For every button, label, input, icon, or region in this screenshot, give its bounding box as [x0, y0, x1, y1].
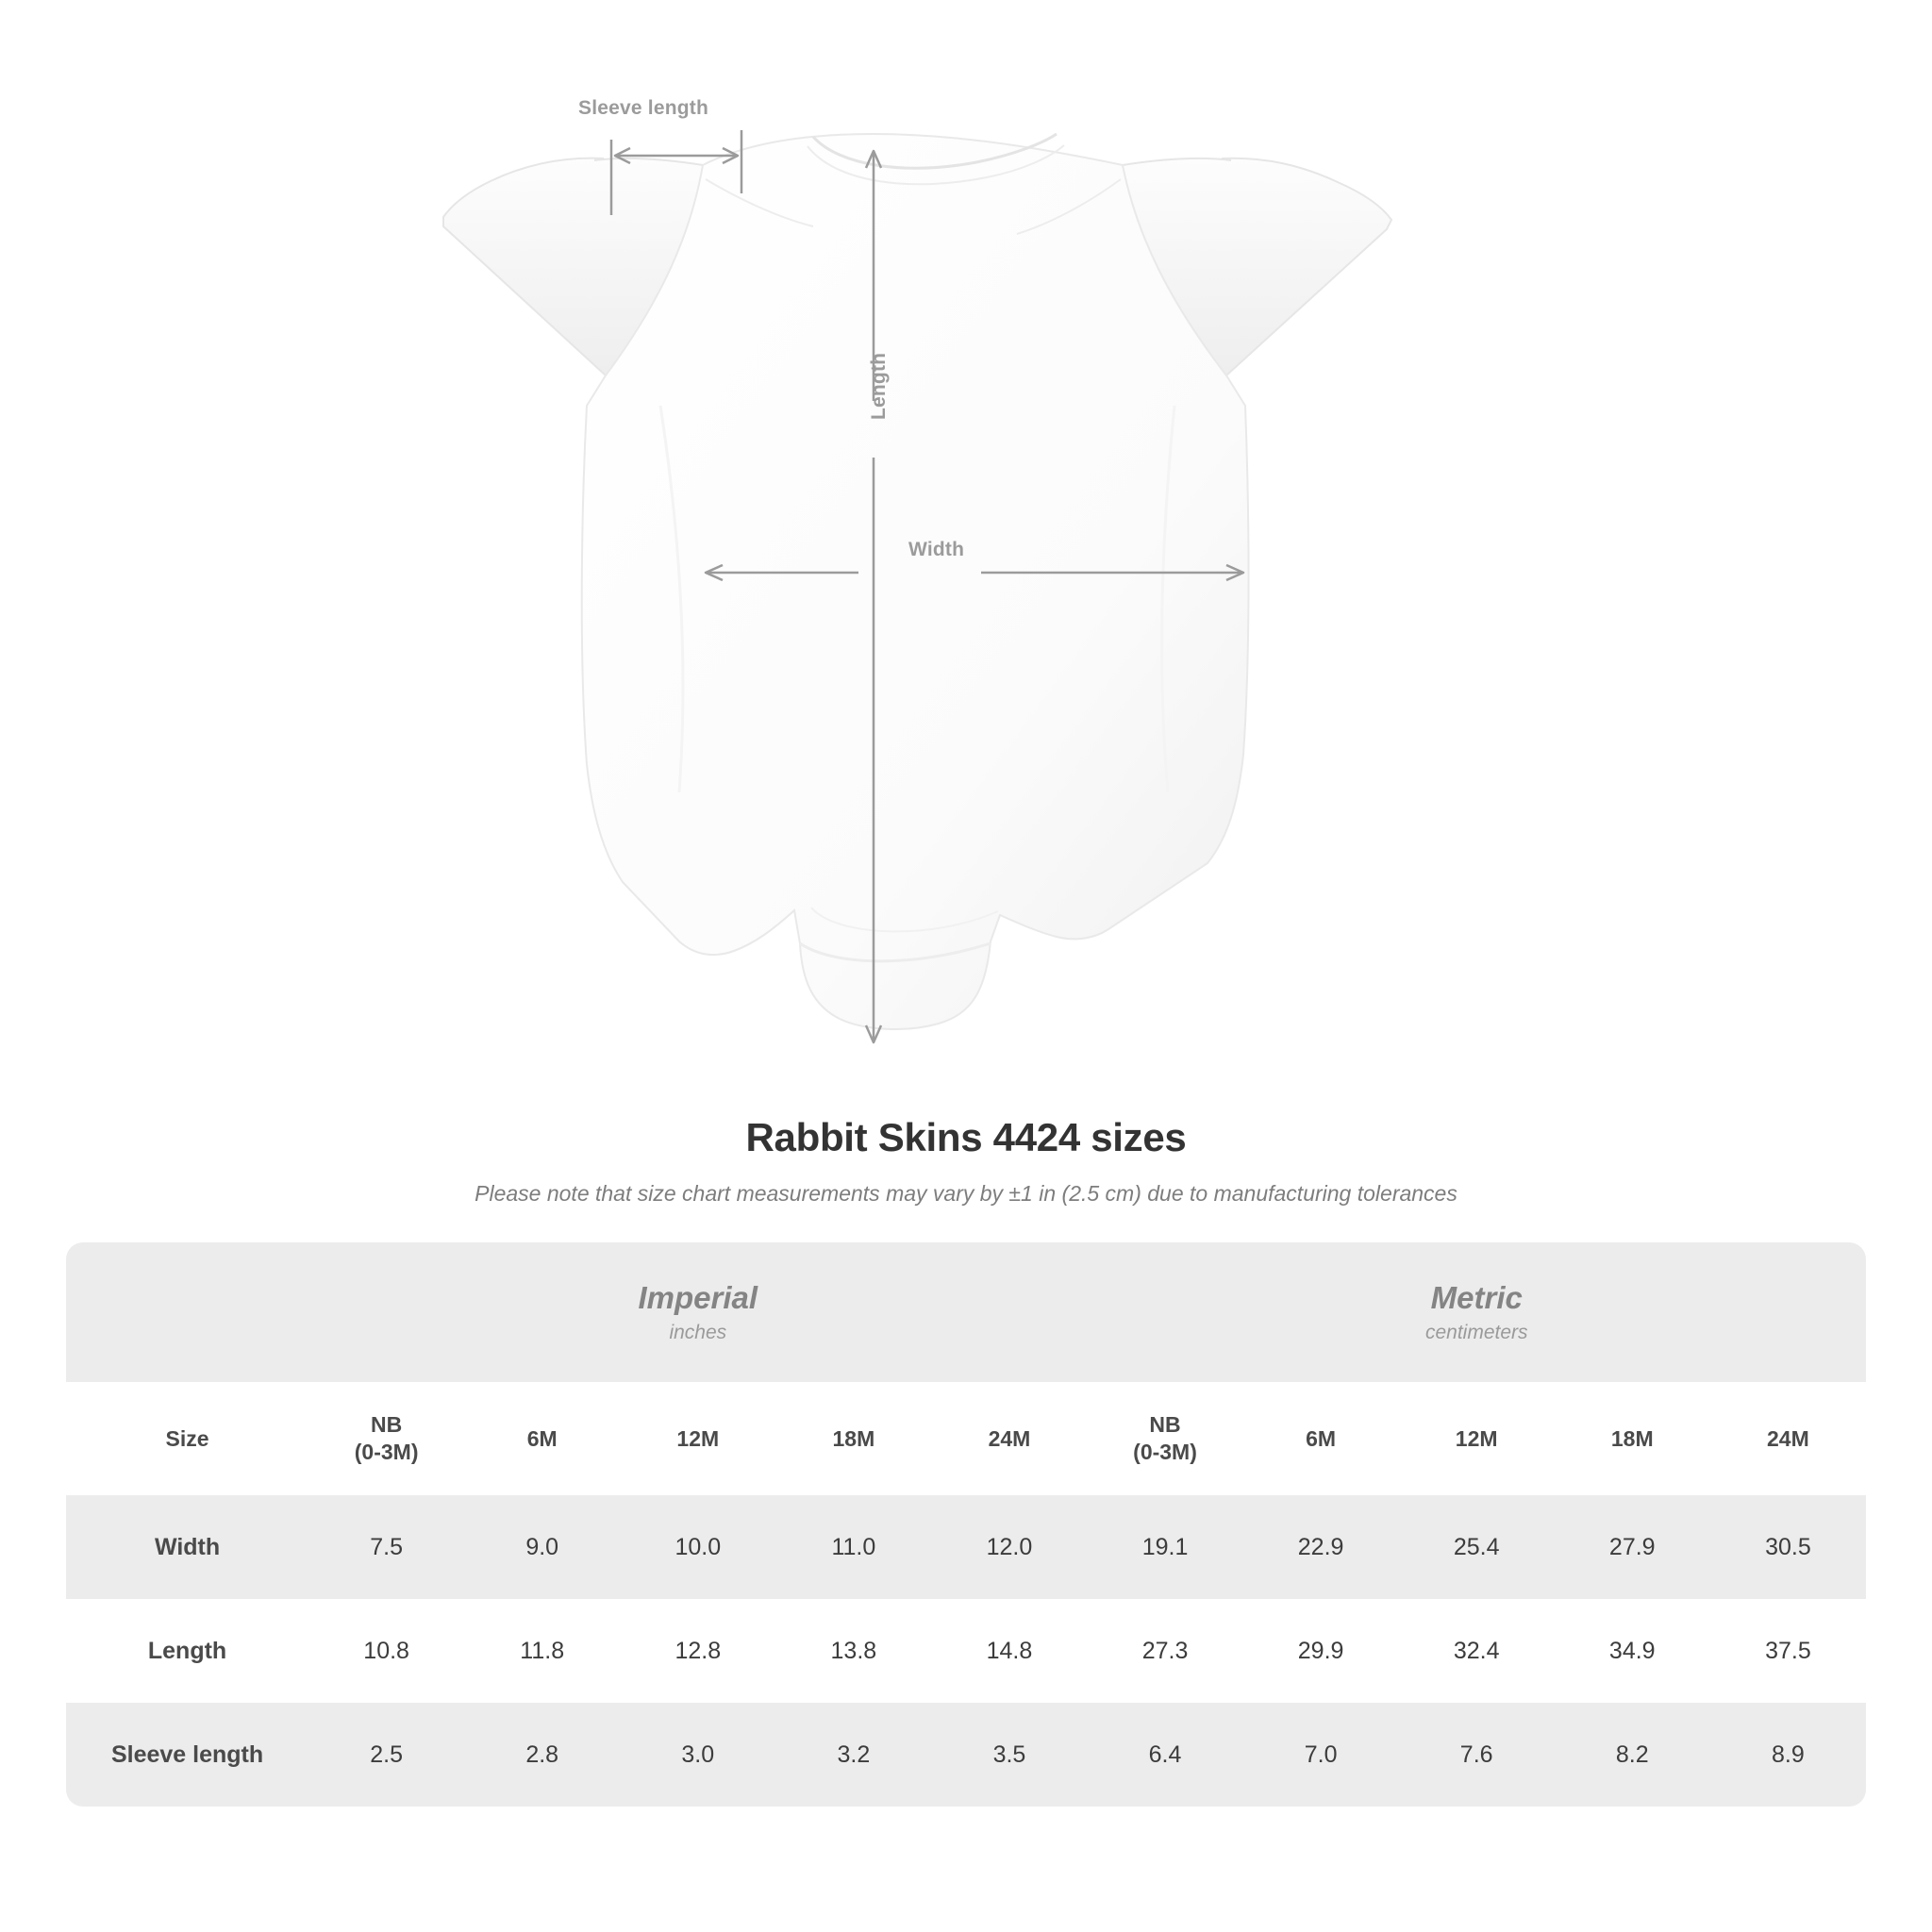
table-row: [66, 1599, 1866, 1703]
header-col-7: [1399, 1382, 1555, 1495]
cell-length-9: 37.5: [1710, 1599, 1866, 1703]
header-size: Size: [66, 1382, 308, 1495]
cell-length-0: 10.8: [308, 1599, 464, 1703]
size-table-wrapper: [66, 1242, 1866, 1807]
cell-sleeve-7: 7.6: [1399, 1703, 1555, 1807]
cell-length-8: 34.9: [1555, 1599, 1710, 1703]
header-col-1: [464, 1382, 620, 1495]
cell-sleeve-8: 8.2: [1555, 1703, 1710, 1807]
header-col-5-line2: (0-3M): [1133, 1440, 1197, 1464]
header-col-3: [775, 1382, 931, 1495]
row-label-length: Length: [66, 1599, 308, 1703]
table-header-row: [66, 1382, 1866, 1495]
unit-group-metric: [1087, 1242, 1866, 1382]
unit-group-imperial-sub: inches: [669, 1321, 727, 1343]
cell-width-5: 19.1: [1087, 1495, 1242, 1599]
cell-sleeve-1: 2.8: [464, 1703, 620, 1807]
header-col-0-line2: (0-3M): [354, 1440, 419, 1464]
sleeve-length-label: Sleeve length: [578, 97, 708, 119]
header-col-0-line1: NB: [371, 1412, 403, 1438]
cell-length-4: 14.8: [931, 1599, 1087, 1703]
cell-width-9: 30.5: [1710, 1495, 1866, 1599]
header-col-1-line1: 6M: [526, 1425, 558, 1451]
unit-group-metric-sub: centimeters: [1424, 1321, 1528, 1343]
header-col-8-line1: 18M: [1610, 1425, 1654, 1451]
cell-sleeve-6: 7.0: [1243, 1703, 1399, 1807]
cell-sleeve-0: 2.5: [308, 1703, 464, 1807]
table-row: [66, 1703, 1866, 1807]
header-col-2: [620, 1382, 775, 1495]
cell-width-8: 27.9: [1555, 1495, 1710, 1599]
cell-length-5: 27.3: [1087, 1599, 1242, 1703]
cell-length-2: 12.8: [620, 1599, 775, 1703]
cell-width-6: 22.9: [1243, 1495, 1399, 1599]
page-title: Rabbit Skins 4424 sizes: [745, 1115, 1187, 1159]
cell-sleeve-5: 6.4: [1087, 1703, 1242, 1807]
header-col-4-line1: 24M: [988, 1425, 1031, 1451]
cell-length-1: 11.8: [464, 1599, 620, 1703]
header-col-9-line1: 24M: [1767, 1425, 1809, 1451]
row-label-sleeve-length: Sleeve length: [66, 1703, 308, 1807]
row-label-width: Width: [66, 1495, 308, 1599]
unit-group-row: [66, 1242, 1866, 1382]
cell-length-7: 32.4: [1399, 1599, 1555, 1703]
unit-group-imperial: [308, 1242, 1087, 1382]
cell-sleeve-9: 8.9: [1710, 1703, 1866, 1807]
cell-width-7: 25.4: [1399, 1495, 1555, 1599]
header-col-6: [1243, 1382, 1399, 1495]
cell-length-6: 29.9: [1243, 1599, 1399, 1703]
length-label: Length: [868, 352, 890, 420]
cell-sleeve-2: 3.0: [620, 1703, 775, 1807]
header-col-6-line1: 6M: [1306, 1425, 1337, 1451]
cell-width-4: 12.0: [931, 1495, 1087, 1599]
header-col-7-line1: 12M: [1455, 1425, 1498, 1451]
bodysuit-body: [582, 134, 1249, 1029]
unit-group-metric-name: Metric: [1430, 1280, 1523, 1316]
cell-width-2: 10.0: [620, 1495, 775, 1599]
table-row: [66, 1495, 1866, 1599]
tolerance-note: Please note that size chart measurements may vary by ±1 in (2.5 cm) due to manufacturing tolerances: [475, 1181, 1457, 1206]
header-col-9: [1710, 1382, 1866, 1495]
cell-sleeve-3: 3.2: [775, 1703, 931, 1807]
title-block: [0, 1115, 1932, 1207]
header-col-2-line1: 12M: [676, 1425, 720, 1451]
header-col-5: [1087, 1382, 1242, 1495]
cell-sleeve-4: 3.5: [931, 1703, 1087, 1807]
size-table: [66, 1242, 1866, 1807]
cell-width-0: 7.5: [308, 1495, 464, 1599]
cell-length-3: 13.8: [775, 1599, 931, 1703]
header-col-8: [1555, 1382, 1710, 1495]
cell-width-1: 9.0: [464, 1495, 620, 1599]
header-col-3-line1: 18M: [832, 1425, 875, 1451]
header-col-4: [931, 1382, 1087, 1495]
cell-width-3: 11.0: [775, 1495, 931, 1599]
unit-spacer: [66, 1242, 308, 1382]
header-col-0: [308, 1382, 464, 1495]
header-col-5-line1: NB: [1149, 1412, 1181, 1438]
unit-group-imperial-name: Imperial: [638, 1280, 758, 1316]
width-label: Width: [908, 539, 965, 560]
